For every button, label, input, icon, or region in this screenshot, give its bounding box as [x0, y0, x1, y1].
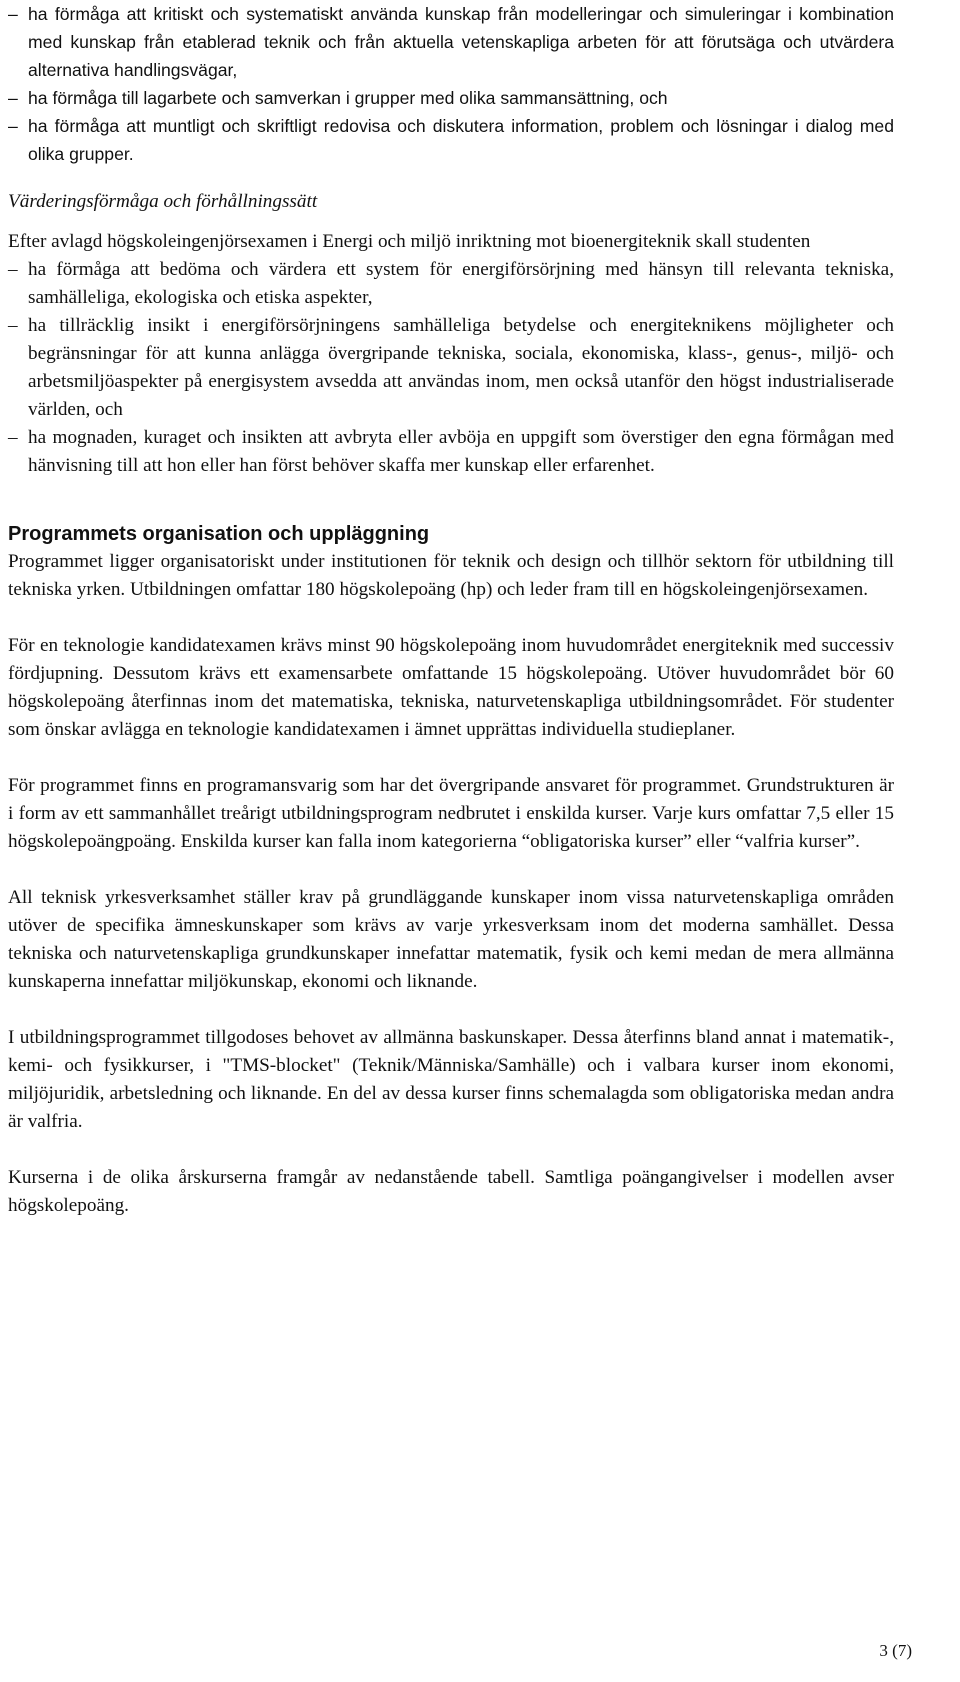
top-list — [8, 0, 894, 168]
list-item-text: ha mognaden, kuraget och insikten att avbryta eller avböja en uppgift som överstiger den egna förmågan med hänvisning till att hon eller han först behöver skaffa mer kunskap eller erfarenhet. — [28, 427, 894, 476]
list-item-text: ha förmåga att bedöma och värdera ett system för energiförsörjning med hänsyn till relevanta tekniska, samhälleliga, ekologiska och etiska aspekter, — [28, 259, 894, 308]
section-heading: Programmets organisation och uppläggning — [8, 523, 430, 545]
list-dash: – — [8, 315, 18, 336]
section-subheading: Värderingsförmåga och förhållningssätt — [8, 191, 318, 212]
list-item — [8, 312, 894, 424]
paragraph: För en teknologie kandidatexamen krävs minst 90 högskolepoäng inom huvudområdet energiteknik med successiv fördjupning. Dessutom krävs ett examensarbete omfattande 15 högskolepoäng. Utöver huvudområdet bör 60 högskolepoäng återfinnas inom det matematiska, tekniska, naturvetenskapliga utbildningsområdet. För studenter som önskar avlägga en teknologie kandidatexamen i ämnet upprättas individuella studieplaner. — [8, 635, 894, 740]
paragraph: Kurserna i de olika årskurserna framgår av nedanstående tabell. Samtliga poängangivelser i modellen avser högskolepoäng. — [8, 1167, 894, 1216]
list-item-text: ha tillräcklig insikt i energiförsörjningens samhälleliga betydelse och energiteknikens möjligheter och begränsningar för att kunna anlägga övergripande tekniska, sociala, ekonomiska, klass-, genus-, miljö- och arbetsmiljöaspekter på energisystem avsedda att användas inom, men också utanför den högst industrialiserade världen, och — [28, 315, 894, 420]
list-dash: – — [8, 116, 18, 136]
paragraph: I utbildningsprogrammet tillgodoses behovet av allmänna baskunskaper. Dessa återfinns bland annat i matematik-, kemi- och fysikkurser, i "TMS-blocket" (Teknik/Människa/Samhälle) och i valbara kurser inom ekonomi, miljöjuridik, arbetsledning och liknande. En del av dessa kurser finns schemalagda som obligatoriska medan andra är valfria. — [8, 1027, 894, 1132]
list-item-text: ha förmåga att muntligt och skriftligt redovisa och diskutera information, problem och lösningar i dialog med olika grupper. — [28, 116, 894, 164]
list-item — [8, 256, 894, 312]
paragraph: All teknisk yrkesverksamhet ställer krav på grundläggande kunskaper inom vissa naturvetenskapliga områden utöver de specifika ämneskunskaper som krävs av varje yrkesverksam inom det moderna samhället. Dessa tekniska och naturvetenskapliga grundkunskaper innefattar matematik, fysik och kemi medan de mera allmänna kunskaperna innefattar miljökunskap, ekonomi och liknande. — [8, 887, 894, 992]
list-item-text: ha förmåga till lagarbete och samverkan i grupper med olika sammansättning, och — [28, 88, 668, 108]
list-item — [8, 84, 894, 112]
list-dash: – — [8, 259, 18, 280]
list-item — [8, 112, 894, 168]
list-dash: – — [8, 88, 18, 108]
paragraph: För programmet finns en programansvarig som har det övergripande ansvaret för programmet. Grundstrukturen är i form av ett sammanhållet treårigt utbildningsprogram nedbrutet i enskilda kurser. Varje kurs omfattar 7,5 eller 15 högskolepoängpoäng. Enskilda kurser kan falla inom kategorierna “obligatoriska kurser” eller “valfria kurser”. — [8, 775, 894, 852]
list-dash: – — [8, 427, 18, 448]
list-item — [8, 0, 894, 84]
paragraph: Programmet ligger organisatoriskt under institutionen för teknik och design och tillhör sektorn för utbildning till tekniska yrken. Utbildningen omfattar 180 högskolepoäng (hp) och leder fram till en högskoleingenjörsexamen. — [8, 551, 894, 600]
page-number: 3 (7) — [879, 1641, 912, 1660]
list-dash: – — [8, 4, 18, 24]
list-item-text: ha förmåga att kritiskt och systematiskt använda kunskap från modelleringar och simuleringar i kombination med kunskap från etablerad teknik och från aktuella vetenskapliga arbeten för att förutsäga och utvärdera alternativa handlingsvägar, — [28, 4, 894, 80]
values-list — [8, 256, 894, 480]
document-page — [8, 0, 894, 1248]
list-item — [8, 424, 894, 480]
section-intro: Efter avlagd högskoleingenjörsexamen i Energi och miljö inriktning mot bioenergiteknik skall studenten — [8, 231, 811, 252]
